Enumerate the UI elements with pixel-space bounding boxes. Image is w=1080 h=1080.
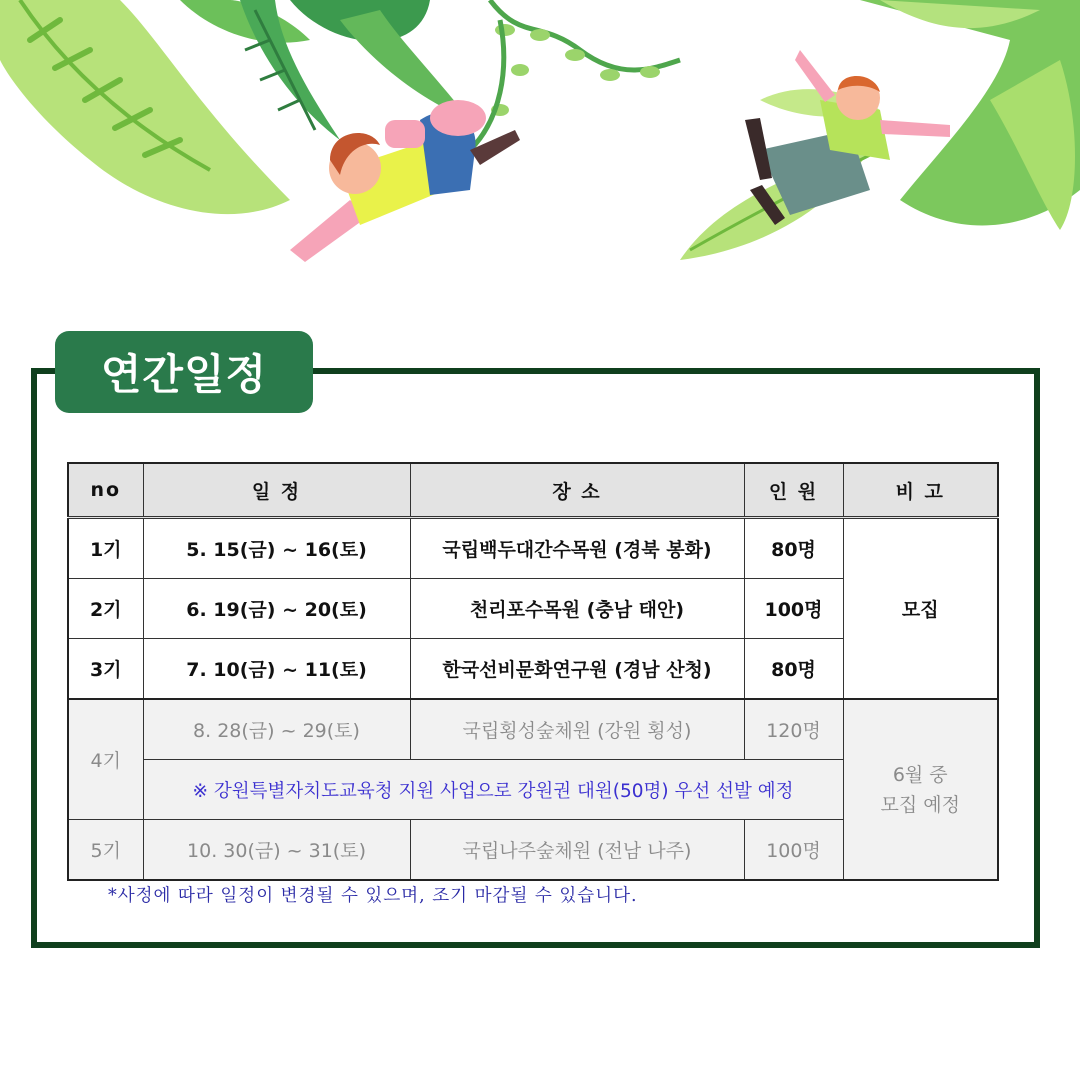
row-no: 5기 (68, 820, 143, 881)
table-row (68, 518, 998, 579)
remark-planned-line2: 모집 예정 (880, 793, 960, 816)
page-title: 연간일정 (55, 331, 313, 413)
footnote: *사정에 따라 일정이 변경될 수 있으며, 조기 마감될 수 있습니다. (108, 886, 638, 906)
row-date: 7. 10(금) ~ 11(토) (143, 639, 410, 700)
remark-planned (843, 699, 998, 880)
row-place: 국립백두대간수목원 (경북 봉화) (410, 518, 744, 579)
row-date: 8. 28(금) ~ 29(토) (143, 699, 410, 760)
header-no: no (68, 463, 143, 518)
header-remark: 비 고 (843, 463, 998, 518)
table-row (68, 699, 998, 760)
header-count: 인 원 (744, 463, 843, 518)
row-place: 한국선비문화연구원 (경남 산청) (410, 639, 744, 700)
row-count: 80명 (744, 639, 843, 700)
row-count: 120명 (744, 699, 843, 760)
row-place: 천리포수목원 (충남 태안) (410, 579, 744, 639)
schedule-table (67, 462, 999, 881)
row-date: 5. 15(금) ~ 16(토) (143, 518, 410, 579)
remark-recruiting: 모집 (843, 518, 998, 700)
row-no: 1기 (68, 518, 143, 579)
row-count: 100명 (744, 820, 843, 881)
row-count: 100명 (744, 579, 843, 639)
table-header-row (68, 463, 998, 518)
row-place: 국립횡성숲체원 (강원 횡성) (410, 699, 744, 760)
row-note: ※ 강원특별자치도교육청 지원 사업으로 강원권 대원(50명) 우선 선발 예정 (143, 760, 843, 820)
row-count: 80명 (744, 518, 843, 579)
header-date: 일 정 (143, 463, 410, 518)
remark-planned-line1: 6월 중 (892, 763, 948, 786)
row-no: 4기 (68, 699, 143, 820)
jungle-illustration (0, 0, 1080, 290)
row-date: 6. 19(금) ~ 20(토) (143, 579, 410, 639)
row-no: 2기 (68, 579, 143, 639)
row-date: 10. 30(금) ~ 31(토) (143, 820, 410, 881)
header-place: 장 소 (410, 463, 744, 518)
row-no: 3기 (68, 639, 143, 700)
row-place: 국립나주숲체원 (전남 나주) (410, 820, 744, 881)
